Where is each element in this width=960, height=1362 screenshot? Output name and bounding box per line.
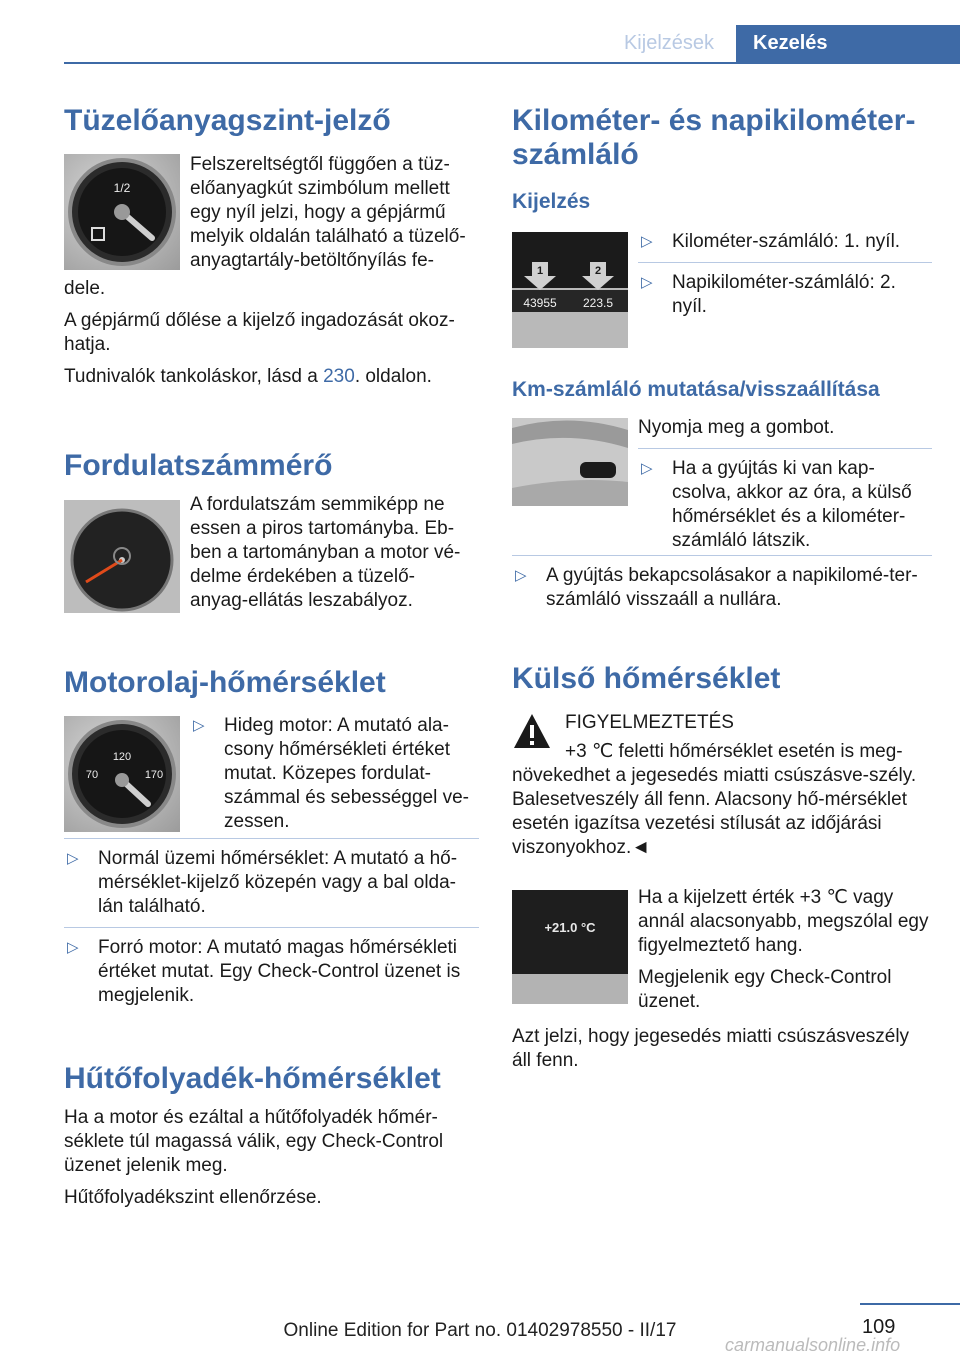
watermark: carmanualsonline.info bbox=[725, 1335, 901, 1355]
warning-text: +3 ℃ feletti hőmérséklet esetén is meg-növekedhet a jegesedés miatti csúszásve-szély. Balesetveszély áll fenn. Alacsony hő-mérséklet esetén igazítsa vezetési stílusát az időjárási viszonyokhoz.◄ bbox=[512, 741, 917, 858]
fuel-ref-text: Tudnivalók tankoláskor, lásd a bbox=[64, 366, 324, 387]
fuel-desc-line: anyagtartály-betöltőnyílás fe- bbox=[190, 250, 434, 271]
outside-desc-wide bbox=[512, 1025, 932, 1073]
fuel-desc-line: előanyagkút szimbólum mellett bbox=[190, 178, 450, 199]
temperature-display-image bbox=[512, 890, 628, 1004]
odo-title-line1: Kilométer- és napikilométer- bbox=[512, 104, 916, 137]
fuel-ref-text-after: . oldalon. bbox=[354, 366, 432, 387]
footer-rule bbox=[860, 1303, 960, 1305]
rpm-line: delme érdekében a tüzelő- bbox=[190, 566, 415, 587]
odo-total-value: 43955 bbox=[523, 296, 557, 310]
page-number: 109 bbox=[862, 1316, 896, 1338]
list-item bbox=[190, 714, 480, 834]
rpm-section bbox=[64, 449, 479, 483]
odo-section bbox=[512, 104, 932, 216]
list-item bbox=[64, 936, 479, 1008]
oil-bullet-cold: Hideg motor: A mutató ala-csony hőmérsékleti értéket mutat. Közepes fordulat-számmal és sebességgel ve-zessen. bbox=[224, 715, 469, 832]
fuel-title: Tüzelőanyagszint-jelző bbox=[64, 104, 391, 137]
edition-text: Online Edition for Part no. 01402978550 - II/17 bbox=[283, 1320, 677, 1341]
fuel-desc-end bbox=[64, 277, 479, 389]
triangle-bullet-icon: ▷ bbox=[641, 460, 653, 477]
odo-arrow-2-label: 2 bbox=[594, 265, 602, 277]
rpm-line: ben a tartományban a motor vé- bbox=[190, 542, 461, 563]
rpm-desc bbox=[190, 493, 480, 613]
outside-cc-text: Megjelenik egy Check-Control üzenet. bbox=[638, 967, 892, 1012]
odo-trip-value: 223.5 bbox=[582, 296, 614, 310]
coolant-check: Hűtőfolyadékszint ellenőrzése. bbox=[64, 1187, 322, 1208]
odo-reset-list bbox=[638, 416, 932, 553]
warning-heading: FIGYELMEZTETÉS bbox=[565, 712, 734, 733]
outside-desc bbox=[638, 886, 932, 1014]
odo-bullet-ignition-off: Ha a gyújtás ki van kap-csolva, akkor az óra, a külső hőmérséklet és a kilométer-számláló látszik. bbox=[672, 458, 912, 551]
triangle-bullet-icon: ▷ bbox=[641, 274, 653, 291]
triangle-bullet-icon: ▷ bbox=[67, 939, 79, 956]
list-item bbox=[638, 271, 932, 319]
list-item bbox=[638, 457, 932, 553]
oil-gauge-170: 170 bbox=[144, 769, 164, 781]
rpm-line: essen a piros tartományba. Eb- bbox=[190, 518, 455, 539]
fuel-desc-line: dele. bbox=[64, 278, 106, 299]
oil-section bbox=[64, 666, 479, 700]
fuel-desc-line: egy nyíl jelzi, hogy a gépjármű bbox=[190, 202, 446, 223]
odo-reset-section bbox=[512, 376, 932, 404]
warning-head-box bbox=[565, 711, 935, 735]
odo-reset-list-wide bbox=[512, 547, 932, 612]
oil-bullet-hot: Forró motor: A mutató magas hőmérsékleti értéket mutat. Egy Check-Control üzenet is megjelenik. bbox=[98, 937, 461, 1006]
rpm-line: A fordulatszám semmiképp ne bbox=[190, 494, 445, 515]
tab-kezeles[interactable]: Kezelés bbox=[736, 25, 960, 62]
divider bbox=[512, 555, 932, 556]
fuel-gauge-half: 1/2 bbox=[113, 181, 131, 195]
odo-display-list bbox=[638, 230, 932, 319]
page-link-230[interactable]: 230 bbox=[323, 366, 355, 387]
coolant-title: Hűtőfolyadék-hőmérséklet bbox=[64, 1062, 441, 1095]
fuel-desc-line: melyik oldalán található a tüzelő- bbox=[190, 226, 466, 247]
divider bbox=[638, 262, 932, 263]
outside-sound-text: Ha a kijelzett érték +3 ℃ vagy annál alacsonyabb, megszólal egy figyelmeztető hang. bbox=[638, 887, 929, 956]
tab-kijelzesek[interactable]: Kijelzések bbox=[623, 32, 715, 54]
fuel-gauge-image bbox=[64, 154, 180, 270]
left-column bbox=[64, 104, 479, 138]
triangle-bullet-icon: ▷ bbox=[641, 233, 653, 250]
odo-bullet-trip: Napikilométer-számláló: 2. nyíl. bbox=[672, 272, 896, 317]
fuel-note: A gépjármű dőlése a kijelző ingadozását okoz-hatja. bbox=[64, 310, 455, 355]
oil-list bbox=[190, 714, 480, 834]
coolant-section bbox=[64, 1062, 479, 1210]
triangle-bullet-icon: ▷ bbox=[515, 567, 527, 584]
outside-section bbox=[512, 662, 932, 696]
odo-bullet-ignition-on: A gyújtás bekapcsolásakor a napikilomé-ter-számláló visszaáll a nullára. bbox=[546, 565, 918, 610]
list-item bbox=[64, 847, 479, 919]
rpm-line: anyag-ellátás leszabályoz. bbox=[190, 590, 413, 611]
oil-list-wide bbox=[64, 830, 479, 1008]
rpm-title: Fordulatszámmérő bbox=[64, 449, 333, 482]
temperature-value: +21.0 °C bbox=[544, 920, 596, 935]
odo-bullet-total: Kilométer-számláló: 1. nyíl. bbox=[672, 231, 901, 252]
odo-press-text: Nyomja meg a gombot. bbox=[638, 417, 835, 438]
odometer-display-image bbox=[512, 232, 628, 348]
oil-gauge-70: 70 bbox=[85, 769, 99, 781]
divider bbox=[64, 927, 479, 928]
coolant-text: Ha a motor és ezáltal a hűtőfolyadék hőmér-séklete túl magassá válik, egy Check-Control üzenet jelenik meg. bbox=[64, 1107, 444, 1176]
outside-title: Külső hőmérséklet bbox=[512, 662, 781, 695]
odo-title-line2: számláló bbox=[512, 138, 639, 171]
oil-bullet-normal: Normál üzemi hőmérséklet: A mutató a hő-mérséklet-kijelző közepén vagy a bal olda-lán található. bbox=[98, 848, 458, 917]
odo-subtitle-display: Kijelzés bbox=[512, 190, 591, 213]
list-item bbox=[638, 230, 932, 254]
reset-button-image bbox=[512, 418, 628, 506]
oil-title: Motorolaj-hőmérséklet bbox=[64, 666, 386, 699]
fuel-refuel-ref bbox=[64, 365, 479, 389]
odo-subtitle-reset: Km-számláló mutatása/visszaállítása bbox=[512, 378, 880, 401]
odo-arrow-1-label: 1 bbox=[536, 265, 544, 277]
tachometer-image bbox=[64, 500, 180, 613]
warning-text-box bbox=[512, 740, 932, 860]
triangle-bullet-icon: ▷ bbox=[67, 850, 79, 867]
oil-gauge-image bbox=[64, 716, 180, 832]
list-item bbox=[512, 564, 932, 612]
fuel-desc bbox=[190, 153, 480, 273]
triangle-bullet-icon: ▷ bbox=[193, 717, 205, 734]
header-rule bbox=[64, 62, 960, 64]
oil-gauge-120: 120 bbox=[112, 751, 132, 763]
outside-icing-text: Azt jelzi, hogy jegesedés miatti csúszásveszély áll fenn. bbox=[512, 1026, 910, 1071]
fuel-desc-line: Felszereltségtől függően a tüz- bbox=[190, 154, 450, 175]
divider bbox=[64, 838, 479, 839]
divider bbox=[638, 448, 932, 449]
